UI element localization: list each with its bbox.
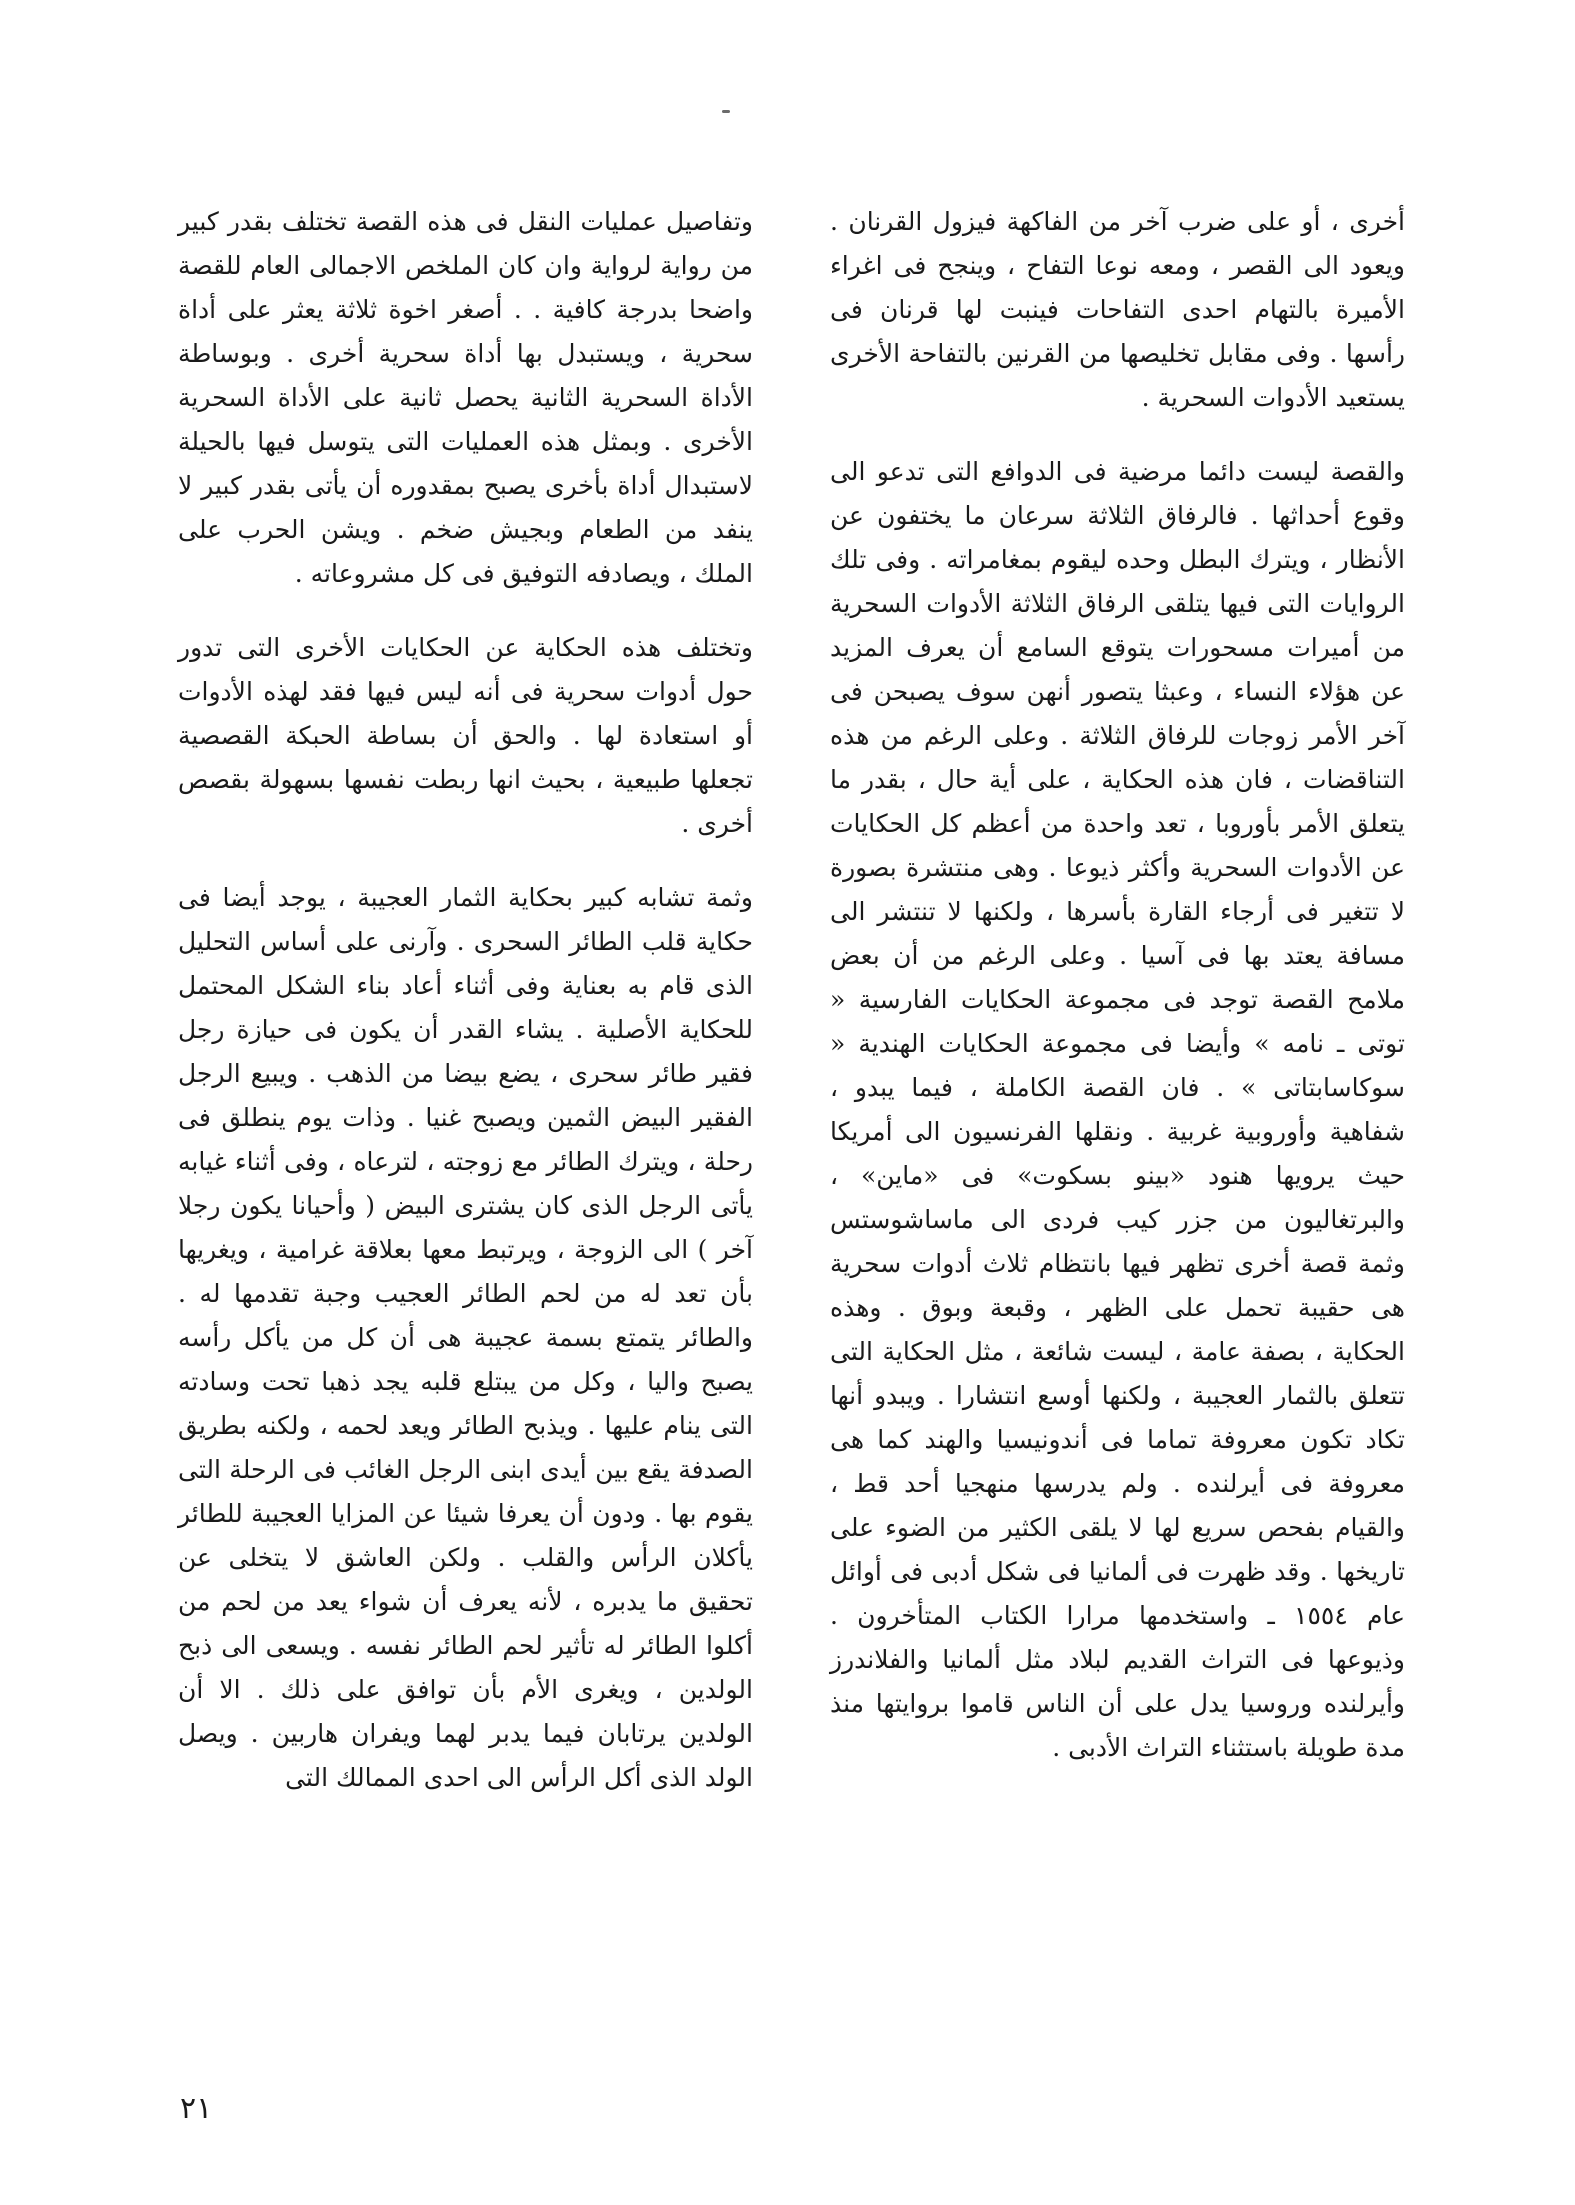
- print-mark: [722, 110, 730, 113]
- left-paragraph-2: وتختلف هذه الحكاية عن الحكايات الأخرى التى تدور حول أدوات سحرية فى أنه ليس فيها فقد لهذه الأدوات أو استعادة لها . والحق أن بساطة الحبكة القصصية تجعلها طبيعية ، بحيث انها ربطت نفسها بسهولة بقصص أخرى .: [178, 633, 753, 838]
- right-paragraph-1: أخرى ، أو على ضرب آخر من الفاكهة فيزول القرنان . ويعود الى القصر ، ومعه نوعا التفاح ، وينجح فى اغراء الأميرة بالتهام احدى التفاحات فينبت لها قرنان فى رأسها . وفى مقابل تخليصها من القرنين بالتفاحة الأخرى يستعيد الأدوات السحرية .: [830, 207, 1405, 412]
- left-column: [178, 200, 753, 1800]
- right-paragraph-2: والقصة ليست دائما مرضية فى الدوافع التى تدعو الى وقوع أحداثها . فالرفاق الثلاثة سرعان ما يختفون عن الأنظار ، ويترك البطل وحده ليقوم بمغامراته . وفى تلك الروايات التى فيها يتلقى الرفاق الثلاثة الأدوات السحرية من أميرات مسحورات يتوقع السامع أن يعرف المزيد عن هؤلاء النساء ، وعبثا يتصور أنهن سوف يصبحن فى آخر الأمر زوجات للرفاق الثلاثة . وعلى الرغم من هذه التناقضات ، فان هذه الحكاية ، على أية حال ، بقدر ما يتعلق الأمر بأوروبا ، تعد واحدة من أعظم كل الحكايات عن الأدوات السحرية وأكثر ذيوعا . وهى منتشرة بصورة لا تتغير فى أرجاء القارة بأسرها ، ولكنها لا تنتشر الى مسافة يعتد بها فى آسيا . وعلى الرغم من أن بعض ملامح القصة توجد فى مجموعة الحكايات الفارسية « توتى ـ نامه » وأيضا فى مجموعة الحكايات الهندية « سوكاسابتاتى » . فان القصة الكاملة ، فيما يبدو ، شفاهية وأوروبية غربية . ونقلها الفرنسيون الى أمريكا حيث يرويها هنود «بينو بسكوت» فى «ماين» ، والبرتغاليون من جزر كيب فردى الى ماساشوستس وثمة قصة أخرى تظهر فيها بانتظام ثلاث أدوات سحرية هى حقيبة تحمل على الظهر ، وقبعة وبوق . وهذه الحكاية ، بصفة عامة ، ليست شائعة ، مثل الحكاية التى تتعلق بالثمار العجيبة ، ولكنها أوسع انتشارا . ويبدو أنها تكاد تكون معروفة تماما فى أندونيسيا والهند كما هى معروفة فى أيرلنده . ولم يدرسها منهجيا أحد قط ، والقيام بفحص سريع لها لا يلقى الكثير من الضوء على تاريخها . وقد ظهرت فى ألمانيا فى شكل أدبى فى أوائل عام ١٥٥٤ ـ واستخدمها مرارا الكتاب المتأخرون . وذيوعها فى التراث القديم لبلاد مثل ألمانيا والفلاندرز وأيرلنده وروسيا يدل على أن الناس قاموا بروايتها منذ مدة طويلة باستثناء التراث الأدبى .: [830, 457, 1405, 1762]
- page-number: ٢١: [180, 2091, 213, 2126]
- left-paragraph-1: وتفاصيل عمليات النقل فى هذه القصة تختلف بقدر كبير من رواية لرواية وان كان الملخص الاجمالى العام للقصة واضحا بدرجة كافية . . أصغر اخوة ثلاثة يعثر على أداة سحرية ، ويستبدل بها أداة سحرية أخرى . وبوساطة الأداة السحرية الثانية يحصل ثانية على الأداة السحرية الأخرى . وبمثل هذه العمليات التى يتوسل فيها بالحيلة لاستبدال أداة بأخرى يصبح بمقدوره أن يأتى بقدر كبير لا ينفد من الطعام وبجيش ضخم . ويشن الحرب على الملك ، ويصادفه التوفيق فى كل مشروعاته .: [178, 207, 753, 588]
- left-paragraph-3: وثمة تشابه كبير بحكاية الثمار العجيبة ، يوجد أيضا فى حكاية قلب الطائر السحرى . وآرنى على أساس التحليل الذى قام به بعناية وفى أثناء أعاد بناء الشكل المحتمل للحكاية الأصلية . يشاء القدر أن يكون فى حيازة رجل فقير طائر سحرى ، يضع بيضا من الذهب . ويبيع الرجل الفقير البيض الثمين ويصبح غنيا . وذات يوم ينطلق فى رحلة ، ويترك الطائر مع زوجته ، لترعاه ، وفى أثناء غيابه يأتى الرجل الذى كان يشترى البيض ( وأحيانا يكون رجلا آخر ) الى الزوجة ، ويرتبط معها بعلاقة غرامية ، ويغريها بأن تعد له من لحم الطائر العجيب وجبة تقدمها له . والطائر يتمتع بسمة عجيبة هى أن كل من يأكل رأسه يصبح واليا ، وكل من يبتلع قلبه يجد ذهبا تحت وسادته التى ينام عليها . ويذبح الطائر ويعد لحمه ، ولكنه بطريق الصدفة يقع بين أيدى ابنى الرجل الغائب فى الرحلة التى يقوم بها . ودون أن يعرفا شيئا عن المزايا العجيبة للطائر يأكلان الرأس والقلب . ولكن العاشق لا يتخلى عن تحقيق ما يدبره ، لأنه يعرف أن شواء يعد من لحم من أكلوا الطائر له تأثير لحم الطائر نفسه . ويسعى الى ذبح الولدين ، ويغرى الأم بأن توافق على ذلك . الا أن الولدين يرتابان فيما يدبر لهما ويفران هاربين . ويصل الولد الذى أكل الرأس الى احدى الممالك التى: [178, 883, 753, 1792]
- right-column: [830, 200, 1405, 1770]
